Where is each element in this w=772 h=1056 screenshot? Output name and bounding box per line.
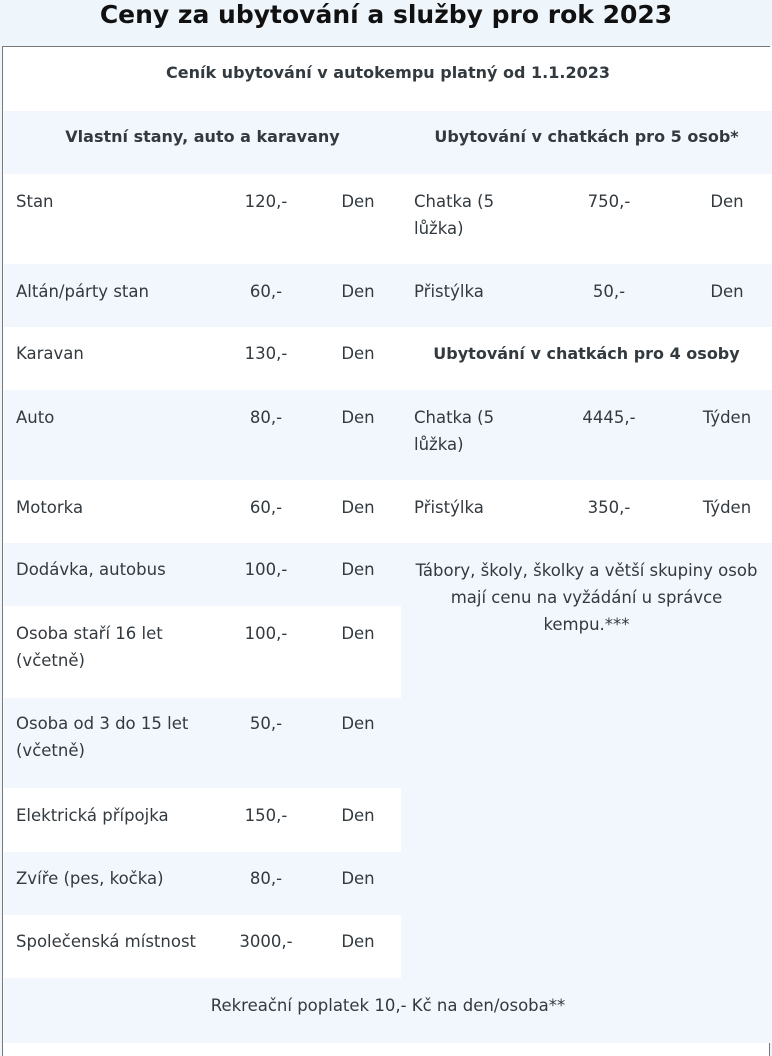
page-title: Ceny za ubytování a služby pro rok 2023 bbox=[99, 0, 673, 29]
item-name: Dodávka, autobus bbox=[16, 560, 166, 579]
item-name: Altán/párty stan bbox=[16, 282, 149, 301]
table-row bbox=[4, 852, 401, 915]
cabin-unit: Týden bbox=[702, 408, 752, 427]
item-name: Zvíře (pes, kočka) bbox=[16, 869, 164, 888]
item-name: Společenská místnost bbox=[16, 932, 197, 951]
item-price: 120,- bbox=[244, 192, 288, 211]
cabin-name: Přistýlka bbox=[414, 498, 484, 517]
item-unit: Den bbox=[341, 282, 375, 301]
item-unit: Den bbox=[341, 624, 375, 643]
item-unit: Den bbox=[341, 806, 375, 825]
table-row bbox=[4, 788, 401, 852]
item-price: 150,- bbox=[244, 806, 288, 825]
item-price: 130,- bbox=[244, 344, 288, 363]
cabin-name: Chatka (5 lůžka) bbox=[414, 192, 495, 238]
left-header: Vlastní stany, auto a karavany bbox=[65, 127, 340, 146]
table-row bbox=[4, 915, 401, 978]
item-unit: Den bbox=[341, 932, 375, 951]
item-name: Karavan bbox=[16, 344, 84, 363]
item-unit: Den bbox=[341, 714, 375, 733]
item-price: 50,- bbox=[249, 714, 283, 733]
table-row bbox=[4, 264, 772, 327]
table-row bbox=[4, 480, 772, 543]
groups-note: Tábory, školy, školky a větší skupiny osob mají cenu na vyžádání u správce kempu.*** bbox=[415, 561, 758, 634]
cabin-name: Chatka (5 lůžka) bbox=[414, 408, 495, 454]
item-name: Elektrická přípojka bbox=[16, 806, 169, 825]
item-price: 100,- bbox=[244, 560, 288, 579]
item-price: 80,- bbox=[249, 408, 283, 427]
cabin-name: Přistýlka bbox=[414, 282, 484, 301]
item-unit: Den bbox=[341, 408, 375, 427]
item-price: 60,- bbox=[249, 282, 283, 301]
groups-note-cell bbox=[401, 543, 772, 978]
item-name: Auto bbox=[16, 408, 55, 427]
cabin-unit: Den bbox=[710, 192, 744, 211]
item-price: 60,- bbox=[249, 498, 283, 517]
table-header-row bbox=[4, 111, 772, 174]
cabin-unit: Týden bbox=[702, 498, 752, 517]
item-unit: Den bbox=[341, 560, 375, 579]
item-unit: Den bbox=[341, 344, 375, 363]
table-row bbox=[4, 174, 772, 264]
table-row bbox=[4, 698, 401, 788]
right-header-5: Ubytování v chatkách pro 5 osob* bbox=[434, 127, 739, 146]
table-row bbox=[4, 390, 772, 480]
cabin-price: 50,- bbox=[592, 282, 626, 301]
table-caption-row bbox=[4, 47, 772, 111]
table-row bbox=[4, 327, 772, 390]
item-price: 3000,- bbox=[239, 932, 293, 951]
table-caption: Ceník ubytování v autokempu platný od 1.1.2023 bbox=[166, 63, 610, 82]
cabin-price: 750,- bbox=[587, 192, 631, 211]
item-name: Osoba od 3 do 15 let (včetně) bbox=[16, 714, 189, 760]
table-footer-row bbox=[4, 978, 772, 1043]
item-name: Stan bbox=[16, 192, 54, 211]
table-row bbox=[4, 606, 401, 698]
item-unit: Den bbox=[341, 192, 375, 211]
item-unit: Den bbox=[341, 498, 375, 517]
right-header-4: Ubytování v chatkách pro 4 osoby bbox=[433, 344, 740, 363]
cabin-price: 4445,- bbox=[582, 408, 636, 427]
item-price: 80,- bbox=[249, 869, 283, 888]
item-name: Osoba staří 16 let (včetně) bbox=[16, 624, 163, 670]
cabin-price: 350,- bbox=[587, 498, 631, 517]
table-row bbox=[4, 543, 401, 606]
footer-note: Rekreační poplatek 10,- Kč na den/osoba** bbox=[210, 996, 566, 1015]
item-name: Motorka bbox=[16, 498, 84, 517]
cabin-unit: Den bbox=[710, 282, 744, 301]
item-price: 100,- bbox=[244, 624, 288, 643]
item-unit: Den bbox=[341, 869, 375, 888]
